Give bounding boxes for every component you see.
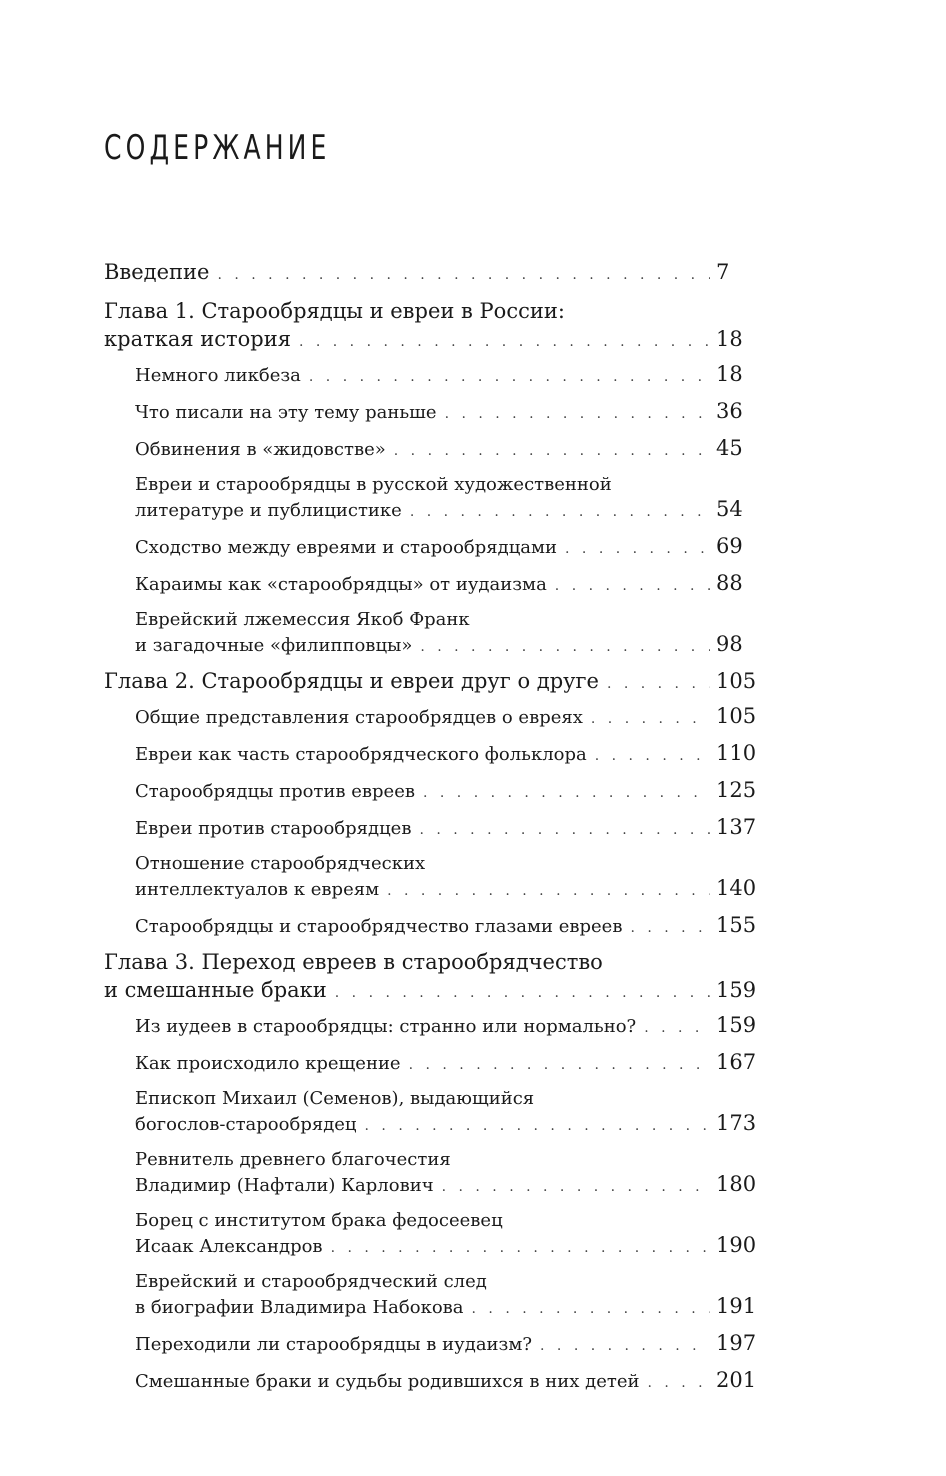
- toc-chapter-2: [104, 667, 758, 698]
- dot-leader: [331, 1236, 710, 1260]
- toc-section: [104, 473, 758, 524]
- page-number: 180: [716, 1172, 757, 1196]
- toc-entry-text-cont: и загадочные «филипповцы»: [135, 635, 413, 656]
- toc-section: [104, 1209, 758, 1260]
- dot-leader: [410, 500, 710, 524]
- dot-leader: [644, 1016, 710, 1040]
- toc-entry-text: Старообрядцы и старообрядчество глазами евреев: [135, 916, 623, 937]
- toc-section: [104, 571, 758, 598]
- toc-entry-text-cont: Владимир (Нафтали) Карлович: [135, 1175, 434, 1196]
- dot-leader: [591, 707, 710, 731]
- page-number: 18: [716, 362, 743, 386]
- toc-entry-text: Глава 3. Переход евреев в старообрядчество: [104, 950, 603, 974]
- toc-section: [104, 852, 758, 903]
- toc-section: [104, 1050, 758, 1077]
- toc-entry-text: Евреи против старообрядцев: [135, 818, 412, 839]
- toc-entry-text: Борец с институтом брака федосеевец: [135, 1210, 503, 1231]
- dot-leader: [445, 402, 710, 426]
- toc-entry-text: Общие представления старообрядцев о евреях: [135, 707, 583, 728]
- dot-leader: [335, 979, 710, 1007]
- dot-leader: [394, 439, 710, 463]
- page-number: 36: [716, 399, 743, 423]
- dot-leader: [540, 1334, 710, 1358]
- page-number: 7: [716, 260, 730, 284]
- toc-section: [104, 815, 758, 842]
- table-of-contents: [104, 258, 758, 1395]
- dot-leader: [607, 670, 710, 698]
- page-number: 190: [716, 1233, 757, 1257]
- dot-leader: [472, 1297, 710, 1321]
- dot-leader: [409, 1053, 710, 1077]
- page-number: 69: [716, 534, 743, 558]
- dot-leader: [442, 1175, 710, 1199]
- toc-entry-text: Еврейский и старообрядческий след: [135, 1271, 487, 1292]
- toc-entry-text: Из иудеев в старообрядцы: странно или нормально?: [135, 1016, 637, 1037]
- page-number: 137: [716, 815, 757, 839]
- toc-entry-text: Глава 2. Старообрядцы и евреи друг о друге: [104, 669, 599, 693]
- toc-section: [104, 1331, 758, 1358]
- page-number: 197: [716, 1331, 757, 1355]
- dot-leader: [420, 635, 710, 659]
- page-number: 105: [716, 704, 757, 728]
- toc-entry-text: Ревнитель древнего благочестия: [135, 1149, 451, 1170]
- page-title: СОДЕРЖАНИЕ: [104, 128, 331, 168]
- toc-section: [104, 1368, 758, 1395]
- page-number: 98: [716, 632, 743, 656]
- page-number: 105: [716, 669, 757, 693]
- toc-entry-text: Обвинения в «жидовстве»: [135, 439, 386, 460]
- toc-entry-text-cont: интеллектуалов к евреям: [135, 879, 380, 900]
- toc-entry-text: Караимы как «старообрядцы» от иудаизма: [135, 574, 547, 595]
- toc-section: [104, 399, 758, 426]
- toc-entry-text: Евреи как часть старообрядческого фольклора: [135, 744, 587, 765]
- toc-entry-text: Сходство между евреями и старообрядцами: [135, 537, 558, 558]
- dot-leader: [387, 879, 710, 903]
- toc-entry-text-cont: в биографии Владимира Набокова: [135, 1297, 464, 1318]
- page-number: 159: [716, 978, 757, 1002]
- toc-entry-text: Старообрядцы против евреев: [135, 781, 415, 802]
- page-number: 167: [716, 1050, 757, 1074]
- toc-entry-text: Евреи и старообрядцы в русской художественной: [135, 474, 612, 495]
- toc-section: [104, 362, 758, 389]
- dot-leader: [555, 574, 710, 598]
- dot-leader: [423, 781, 710, 805]
- page-number: 191: [716, 1294, 757, 1318]
- dot-leader: [647, 1371, 710, 1395]
- dot-leader: [309, 365, 710, 389]
- toc-section: [104, 1270, 758, 1321]
- toc-entry-text: Переходили ли старообрядцы в иудаизм?: [135, 1334, 533, 1355]
- toc-section: [104, 608, 758, 659]
- page-number: 54: [716, 497, 743, 521]
- dot-leader: [299, 328, 710, 356]
- toc-entry-intro: [104, 258, 758, 289]
- toc-chapter-3: [104, 948, 758, 1007]
- page-number: 88: [716, 571, 743, 595]
- toc-entry-text: Смешанные браки и судьбы родившихся в них детей: [135, 1371, 640, 1392]
- toc-entry-text: Еврейский лжемессия Якоб Франк: [135, 609, 470, 630]
- page-number: 110: [716, 741, 757, 765]
- toc-section: [104, 1013, 758, 1040]
- toc-section: [104, 704, 758, 731]
- toc-entry-text-cont: и смешанные браки: [104, 978, 327, 1002]
- page-number: 201: [716, 1368, 757, 1392]
- toc-entry-text: Что писали на эту тему раньше: [135, 402, 437, 423]
- toc-chapter-1: [104, 297, 758, 356]
- toc-section: [104, 436, 758, 463]
- dot-leader: [565, 537, 710, 561]
- dot-leader: [365, 1114, 710, 1138]
- page-number: 125: [716, 778, 757, 802]
- dot-leader: [630, 916, 710, 940]
- page-number: 155: [716, 913, 757, 937]
- toc-entry-text: Как происходило крещение: [135, 1053, 401, 1074]
- toc-section: [104, 913, 758, 940]
- page-number: 140: [716, 876, 757, 900]
- toc-entry-text: Отношение старообрядческих: [135, 853, 426, 874]
- toc-section: [104, 1148, 758, 1199]
- dot-leader: [419, 818, 710, 842]
- dot-leader: [595, 744, 710, 768]
- toc-entry-text-cont: краткая история: [104, 327, 291, 351]
- toc-entry-text: Введепие: [104, 260, 210, 284]
- page-number: 159: [716, 1013, 757, 1037]
- page-number: 173: [716, 1111, 757, 1135]
- toc-entry-text: Глава 1. Старообрядцы и евреи в России:: [104, 299, 565, 323]
- toc-entry-text-cont: литературе и публицистике: [135, 500, 402, 521]
- toc-section: [104, 1087, 758, 1138]
- dot-leader: [217, 261, 710, 289]
- toc-entry-text-cont: богослов-старообрядец: [135, 1114, 357, 1135]
- toc-section: [104, 741, 758, 768]
- toc-entry-text: Немного ликбеза: [135, 365, 301, 386]
- toc-entry-text-cont: Исаак Александров: [135, 1236, 323, 1257]
- toc-entry-text: Епископ Михаил (Семенов), выдающийся: [135, 1088, 535, 1109]
- page-number: 45: [716, 436, 743, 460]
- page-number: 18: [716, 327, 743, 351]
- toc-section: [104, 534, 758, 561]
- toc-section: [104, 778, 758, 805]
